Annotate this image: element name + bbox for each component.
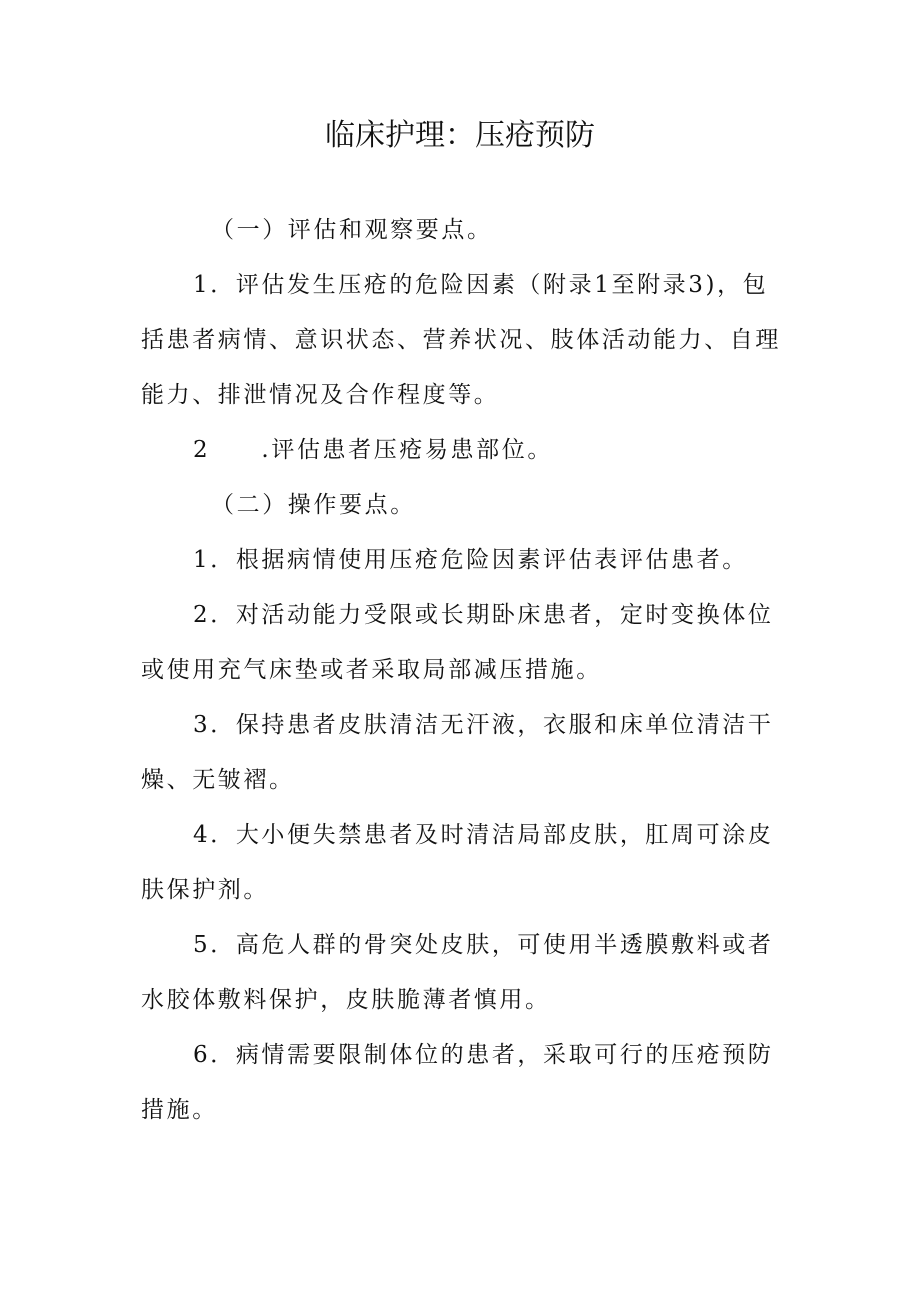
section-heading-assessment: （一）评估和观察要点。 — [211, 217, 493, 243]
document-title: 临床护理：压疮预防 — [325, 118, 595, 153]
paragraph-assessment-item-1: 1．评估发生压疮的危险因素（附录1至附录3)，包括患者病情、意识状态、营养状况、肢体活动能力、自理能力、排泄情况及合作程度等。 — [141, 272, 781, 408]
paragraph-operation-item-2: 2．对活动能力受限或长期卧床患者，定时变换体位或使用充气床垫或者采取局部减压措施。 — [141, 602, 774, 683]
paragraph-operation-item-5: 5．高危人群的骨突处皮肤，可使用半透膜敷料或者水胶体敷料保护，皮肤脆薄者慎用。 — [141, 932, 774, 1013]
paragraph-operation-item-3: 3．保持患者皮肤清洁无汗液，衣服和床单位清洁干燥、无皱褶。 — [141, 712, 774, 793]
paragraph-operation-item-4: 4．大小便失禁患者及时清洁局部皮肤，肛周可涂皮肤保护剂。 — [141, 822, 774, 903]
document-body — [141, 203, 787, 1138]
paragraph-operation-item-1: 1．根据病情使用压疮危险因素评估表评估患者。 — [193, 547, 748, 573]
paragraph-operation-item-6: 6．病情需要限制体位的患者，采取可行的压疮预防措施。 — [141, 1042, 774, 1123]
paragraph-assessment-item-2: 2 .评估患者压疮易患部位。 — [193, 437, 553, 463]
section-heading-operation: （二）操作要点。 — [211, 492, 416, 518]
